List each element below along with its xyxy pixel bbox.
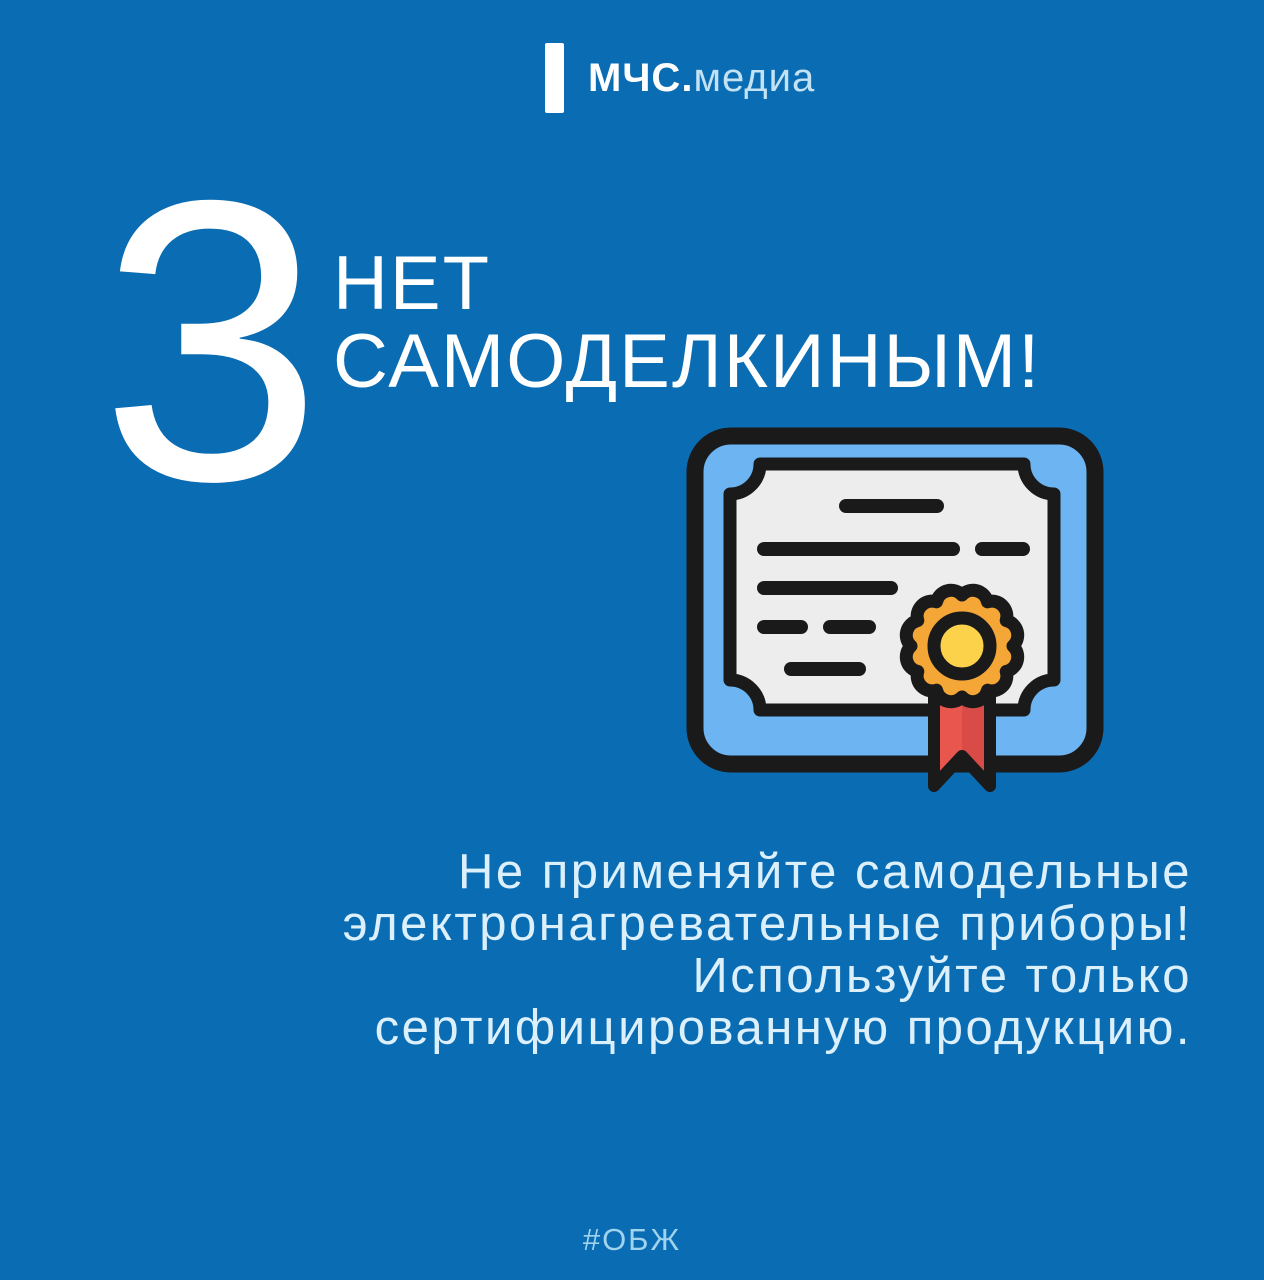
advice-line: электронагревательные приборы! — [342, 897, 1192, 951]
logo-text — [588, 43, 815, 113]
advice-line: Не применяйте самодельные — [457, 845, 1192, 899]
hashtag: #ОБЖ — [582, 1222, 682, 1257]
rule-number: 3 — [100, 117, 323, 564]
logo-bar-icon — [545, 43, 564, 113]
mchs-media-logo — [545, 43, 815, 113]
logo-text-light: медиа — [693, 56, 816, 100]
rosette-medal — [906, 590, 1017, 701]
advice-text — [40, 846, 1192, 1054]
advice-line: Используйте только — [692, 949, 1192, 1003]
page-title — [333, 241, 1042, 404]
certificate-icon — [680, 423, 1110, 813]
logo-text-bold: МЧС. — [588, 56, 694, 100]
advice-line: сертифицированную продукцию. — [374, 1001, 1192, 1055]
page-title-line1: НЕТ — [333, 241, 491, 326]
page-title-line2: САМОДЕЛКИНЫМ! — [333, 319, 1042, 404]
